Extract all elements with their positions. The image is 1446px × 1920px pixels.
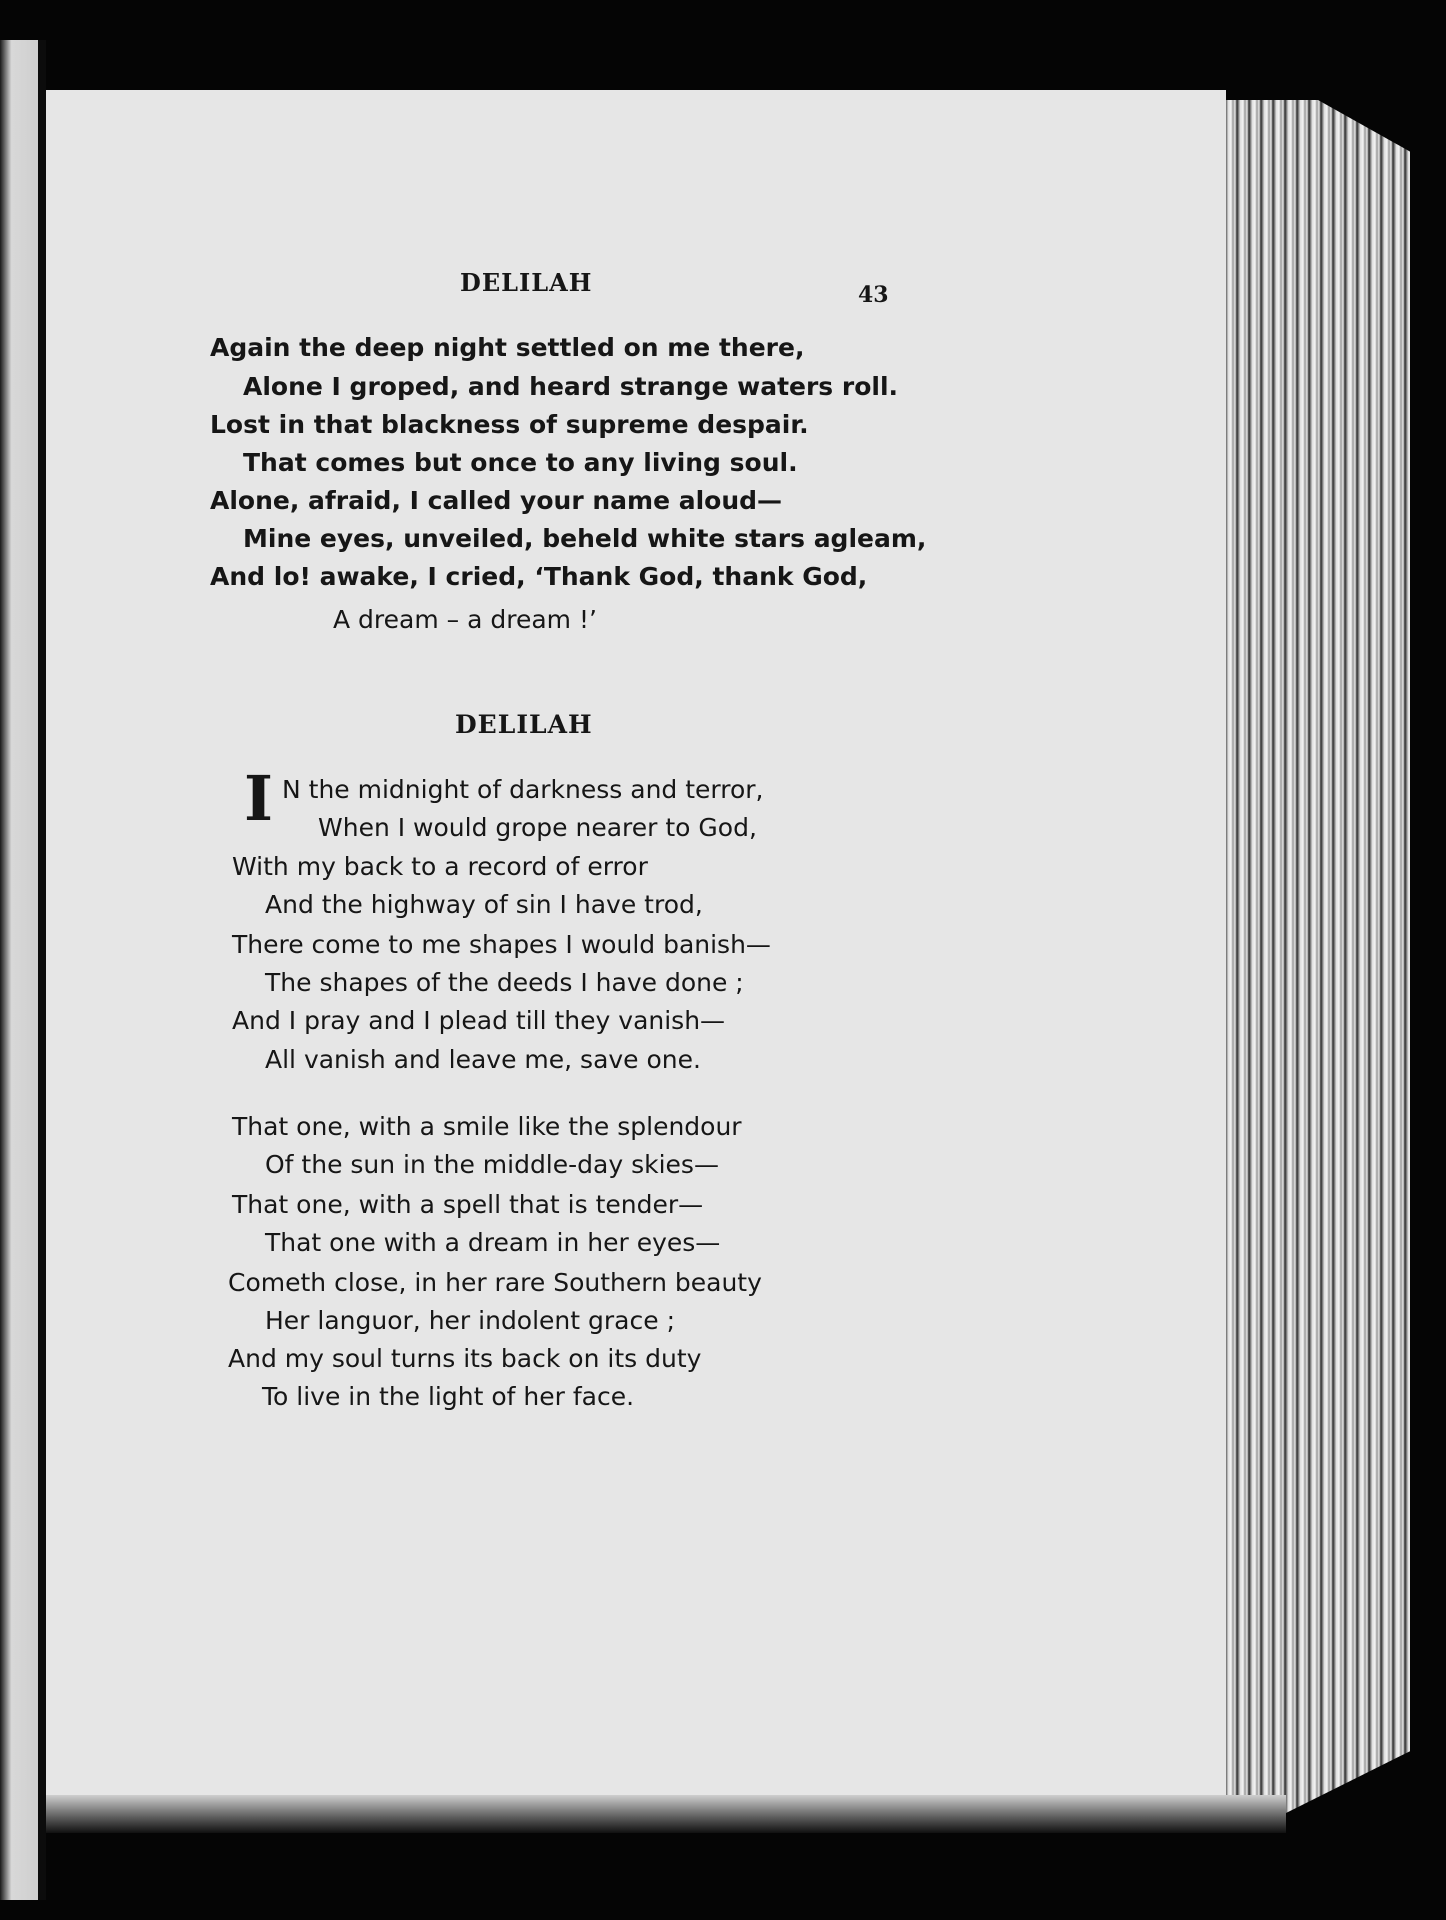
verse-line: That one with a dream in her eyes—: [265, 1228, 721, 1257]
verse-line: And lo! awake, I cried, ‘Thank God, thank God,: [210, 562, 868, 591]
verse-line: Lost in that blackness of supreme despair.: [210, 410, 809, 439]
drop-cap: I: [244, 762, 274, 835]
verse-line: Of the sun in the middle-day skies—: [265, 1150, 719, 1179]
verse-line: A dream – a dream !’: [333, 605, 597, 634]
verse-line: To live in the light of her face.: [262, 1382, 635, 1411]
verse-line: Again the deep night settled on me there,: [210, 333, 805, 362]
verse-line: All vanish and leave me, save one.: [265, 1045, 701, 1074]
poem-title: DELILAH: [455, 710, 593, 739]
verse-line: And I pray and I plead till they vanish—: [232, 1006, 726, 1035]
running-head: DELILAH: [460, 268, 593, 297]
page-number: 43: [858, 282, 889, 308]
verse-line: Her languor, her indolent grace ;: [265, 1306, 675, 1335]
verse-line: That one, with a smile like the splendour: [232, 1112, 742, 1141]
verse-line: The shapes of the deeds I have done ;: [265, 968, 744, 997]
verse-line: Alone I groped, and heard strange waters roll.: [243, 372, 899, 401]
verse-line: There come to me shapes I would banish—: [232, 930, 771, 959]
verse-line: That one, with a spell that is tender—: [232, 1190, 704, 1219]
verse-line: Alone, afraid, I called your name aloud—: [210, 486, 783, 515]
verse-line: With my back to a record of error: [232, 852, 648, 881]
verse-line: And my soul turns its back on its duty: [228, 1344, 702, 1373]
verse-line: Mine eyes, unveiled, beheld white stars agleam,: [243, 524, 927, 553]
verse-line: N the midnight of darkness and terror,: [282, 775, 764, 804]
verse-line: That comes but once to any living soul.: [243, 448, 798, 477]
verse-line: And the highway of sin I have trod,: [265, 890, 703, 919]
verse-line: When I would grope nearer to God,: [318, 813, 757, 842]
verse-line: Cometh close, in her rare Southern beauty: [228, 1268, 762, 1297]
